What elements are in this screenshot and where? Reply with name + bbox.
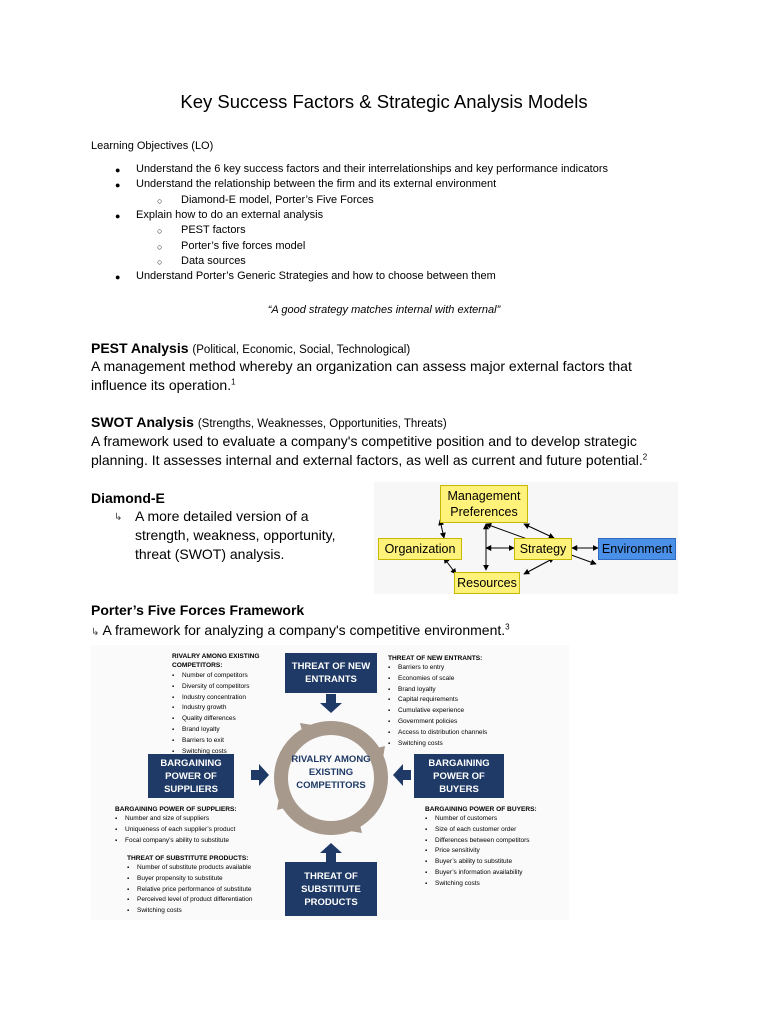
factor-item: ▪ Uniqueness of each supplier’s product	[115, 825, 235, 836]
factor-item: ▪ Buyer’s ability to substitute	[425, 857, 530, 868]
substitutes-factors-list	[127, 863, 253, 917]
factor-item: ▪ Buyer propensity to substitute	[127, 874, 253, 885]
learning-objective-text: Explain how to do an external analysis	[136, 208, 324, 221]
buyers-factors-heading: BARGAINING POWER OF BUYERS:	[425, 806, 537, 813]
factor-item: ▪ Perceived level of product differentiation	[127, 895, 253, 906]
factor-item: ▪ Differences between competitors	[425, 836, 530, 847]
porter-heading: Porter’s Five Forces Framework	[91, 602, 305, 618]
arrow-left-icon	[393, 764, 403, 786]
factor-item: ▪ Cumulative experience	[388, 706, 487, 717]
new-entrants-factors-heading: THREAT OF NEW ENTRANTS:	[388, 655, 483, 662]
factor-item: ▪ Brand loyalty	[388, 685, 487, 696]
factor-item: ▪ Economies of scale	[388, 674, 487, 685]
pest-body-block	[91, 357, 651, 395]
factor-item: ▪ Focal company’s ability to substitute	[115, 836, 235, 847]
pest-footnote: 1	[231, 377, 236, 387]
learning-objective-text: Understand Porter’s Generic Strategies and how to choose between them	[136, 270, 496, 283]
factor-item: ▪ Industry growth	[172, 703, 250, 714]
factor-item: ▪ Number of customers	[425, 814, 530, 825]
swot-footnote: 2	[642, 452, 648, 462]
learning-objective-text: Understand the 6 key success factors and their interrelationships and key performance indicators	[136, 163, 609, 175]
factor-item: ▪ Price sensitivity	[425, 846, 530, 857]
sub-arrow-icon: ↳	[91, 627, 100, 638]
sub-bullet-icon: ○	[157, 195, 163, 206]
strategy-box: Strategy	[514, 538, 572, 560]
environment-box: Environment	[598, 538, 676, 560]
factor-item: ▪ Barriers to exit	[172, 736, 250, 747]
page-title: Key Success Factors & Strategic Analysis Models	[180, 91, 588, 112]
new-entrants-factors-list	[388, 663, 487, 749]
rivalry-factors-heading: RIVALRY AMONG EXISTING COMPETITORS:	[172, 653, 260, 669]
sub-bullet-icon: ○	[157, 226, 163, 237]
swot-heading: SWOT Analysis	[91, 414, 194, 430]
bullet-icon: ●	[115, 210, 121, 221]
pest-heading-line	[91, 340, 410, 356]
diamond-e-body: A more detailed version of a strength, weakness, opportunity, threat (SWOT) analysis.	[135, 508, 336, 562]
learning-objective-text: Data sources	[181, 254, 246, 267]
pest-subheading: (Political, Economic, Social, Technological)	[192, 344, 411, 356]
arrow-right-icon	[259, 764, 269, 786]
arrow-up-icon	[320, 843, 342, 853]
swot-body-block	[91, 432, 651, 470]
factor-item: ▪ Buyer’s information availability	[425, 868, 530, 879]
factor-item: ▪ Switching costs	[172, 747, 250, 758]
diamond-e-heading: Diamond-E	[91, 490, 165, 506]
porter-footnote: 3	[505, 622, 510, 632]
rivalry-center-label: RIVALRY AMONG EXISTING COMPETITORS	[291, 754, 371, 791]
arrow-down-icon	[320, 703, 342, 713]
porter-body-block	[91, 621, 651, 642]
factor-item: ▪ Brand loyalty	[172, 725, 250, 736]
diamond-e-diagram	[374, 482, 678, 594]
sub-arrow-icon: ↳	[114, 512, 123, 523]
bullet-icon: ●	[115, 165, 121, 175]
learning-objectives-heading: Learning Objectives (LO)	[91, 140, 214, 152]
factor-item: ▪ Switching costs	[388, 739, 487, 750]
management-preferences-box: Management Preferences	[440, 485, 528, 523]
pest-body: A management method whereby an organization can assess major external factors that influence its operation.	[91, 358, 632, 393]
swot-body: A framework used to evaluate a company's competitive position and to develop strategic planning. It assesses internal and external factors, as well as current and future potential.	[91, 433, 643, 468]
sub-bullet-icon: ○	[157, 241, 163, 252]
factor-item: ▪ Number of competitors	[172, 671, 250, 682]
suppliers-factors-heading: BARGAINING POWER OF SUPPLIERS:	[115, 806, 237, 813]
organization-box: Organization	[378, 538, 462, 560]
suppliers-factors-list	[115, 814, 235, 846]
factor-item: ▪ Size of each customer order	[425, 825, 530, 836]
bullet-icon: ●	[115, 180, 121, 191]
swot-subheading: (Strengths, Weaknesses, Opportunities, Threats)	[197, 418, 447, 430]
factor-item: ▪ Number and size of suppliers	[115, 814, 235, 825]
resources-box: Resources	[454, 572, 520, 594]
quote: “A good strategy matches internal with external”	[267, 304, 501, 316]
learning-objective-text: Understand the relationship between the firm and its external environment	[136, 178, 497, 191]
buyers-factors-list	[425, 814, 530, 890]
learning-objective-text: PEST factors	[181, 224, 246, 237]
swot-heading-line	[91, 414, 447, 430]
threat-new-entrants-box: THREAT OF NEW ENTRANTS	[285, 653, 377, 693]
factor-item: ▪ Industry concentration	[172, 693, 250, 704]
factor-item: ▪ Switching costs	[127, 906, 253, 917]
bargaining-buyers-box: BARGAINING POWER OF BUYERS	[414, 754, 504, 798]
factor-item: ▪ Diversity of competitors	[172, 682, 250, 693]
factor-item: ▪ Barriers to entry	[388, 663, 487, 674]
bullet-icon: ●	[115, 272, 121, 283]
porter-body: A framework for analyzing a company's competitive environment.	[102, 622, 506, 638]
substitutes-factors-heading: THREAT OF SUBSTITUTE PRODUCTS:	[127, 855, 249, 862]
pest-heading: PEST Analysis	[91, 340, 189, 356]
factor-item: ▪ Government policies	[388, 717, 487, 728]
factor-item: ▪ Switching costs	[425, 879, 530, 890]
rivalry-factors-list	[172, 671, 250, 757]
learning-objective-text: Diamond-E model, Porter’s Five Forces	[181, 193, 374, 206]
sub-bullet-icon: ○	[157, 256, 163, 267]
factor-item: ▪ Capital requirements	[388, 695, 487, 706]
factor-item: ▪ Relative price performance of substitute	[127, 885, 253, 896]
learning-objective-text: Porter’s five forces model	[181, 239, 306, 252]
factor-item: ▪ Quality differences	[172, 714, 250, 725]
factor-item: ▪ Access to distribution channels	[388, 728, 487, 739]
bargaining-suppliers-box: BARGAINING POWER OF SUPPLIERS	[148, 754, 234, 798]
factor-item: ▪ Number of substitute products available	[127, 863, 253, 874]
threat-substitutes-box: THREAT OF SUBSTITUTE PRODUCTS	[285, 862, 377, 916]
porter-five-forces-diagram	[91, 645, 569, 920]
